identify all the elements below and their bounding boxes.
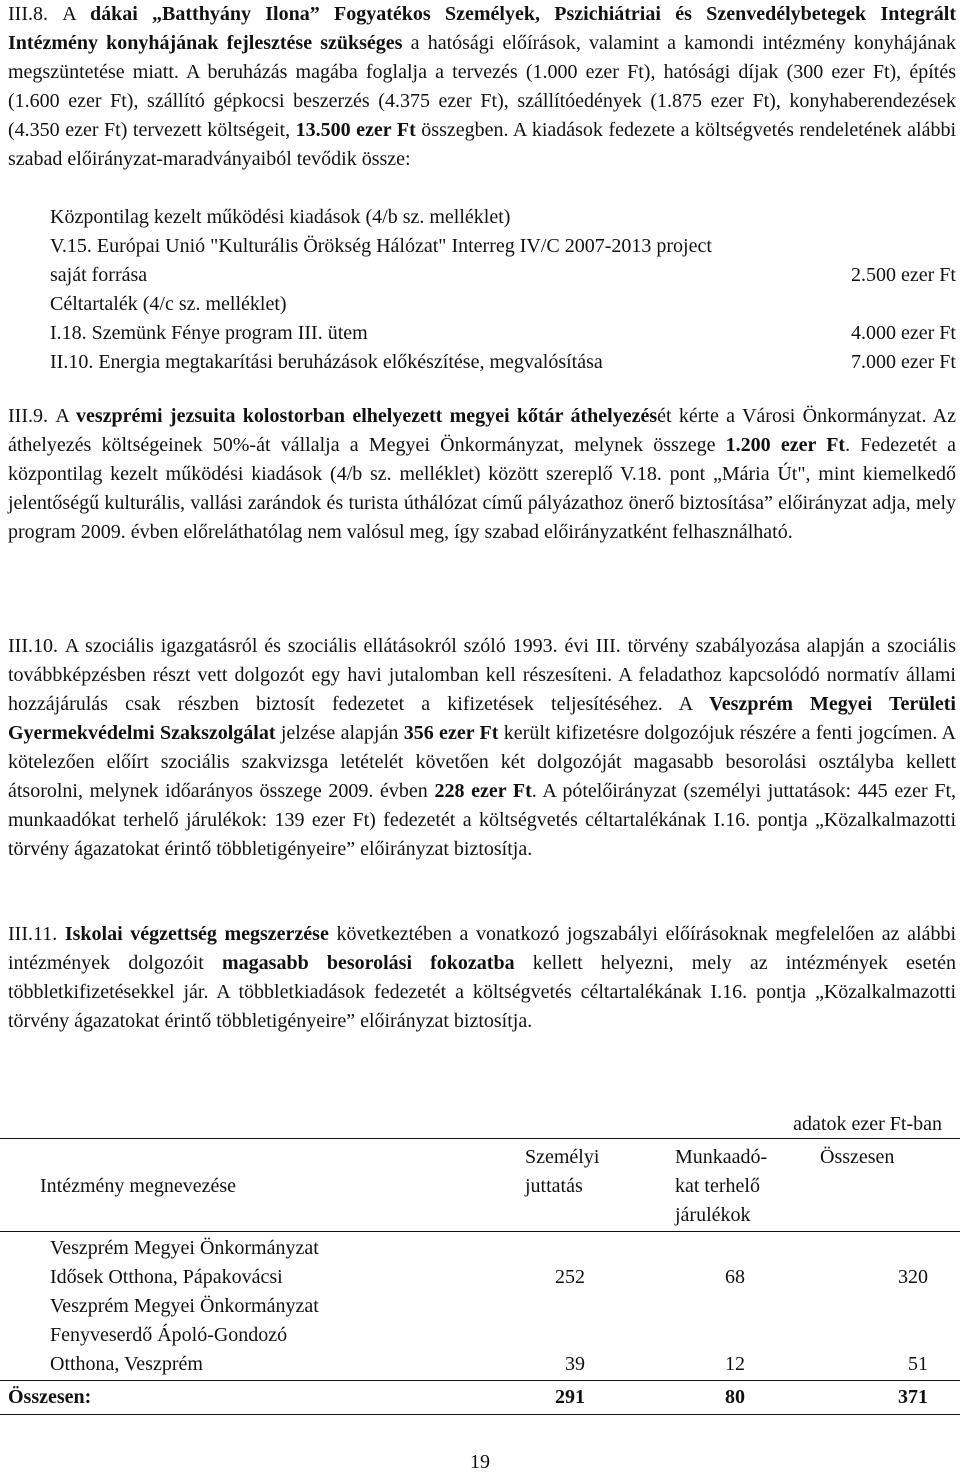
header-employer-1: Munkaadó- xyxy=(675,1146,768,1168)
header-name: Intézmény megnevezése xyxy=(40,1175,237,1197)
section-number: III.9. xyxy=(8,405,48,427)
section-III-10: III.10. A szociális igazgatásról és szociális ellátásokról szóló 1993. évi III. törvény szabályozása alapján a szociális továbbképzésben részt vett dolgozót egy havi jutalomban kell részesíteni. A feladathoz kapcsolódó normatív állami hozzájárulás csak részben biztosít fedezetet a kifizetések teljesítéséhez. A Veszprém Megyei Területi Gyermekvédelmi Szakszolgálat jelzése alapján 356 ezer Ft került kifizetésre dolgozójuk részére a fenti jogcímen. A kötelezően előírt szociális szakvizsga letételét követően két dolgozóját magasabb besorolási osztályba kellett átsorolni, melynek időarányos összege 2009. évben 228 ezer Ft. A pótelőirányzat (személyi juttatások: 445 ezer Ft, munkaadókat terhelő járulékok: 139 ezer Ft) fedezetét a költségvetés céltartalékának I.16. pontja „Közalkalmazotti törvény ágazatokat érintő többletigényeire” előirányzat biztosítja. xyxy=(8,635,957,860)
section-number: III.10. xyxy=(8,635,58,657)
funding-line-eu: V.15. Európai Unió "Kulturális Örökség Hálózat" Interreg IV/C 2007-2013 project xyxy=(50,235,712,257)
table-row-1-name-line-2: Idősek Otthona, Pápakovácsi xyxy=(50,1266,283,1288)
table-unit-note: adatok ezer Ft-ban xyxy=(793,1113,942,1135)
section-III-8: III.8. A dákai „Batthyány Ilona” Fogyatékos Személyek, Pszichiátriai és Szenvedélybetegek Integrált Intézmény konyhájának fejlesztése szükséges a hatósági előírások, valamint a kamondi intézmény konyhájának megszüntetése miatt. A beruházás magába foglalja a tervezés (1.000 ezer Ft), hatósági díjak (300 ezer Ft), építés (1.600 ezer Ft), szállító gépkocsi beszerzés (4.375 ezer Ft), szállítóedények (1.875 ezer Ft), konyhaberendezések (4.350 ezer Ft) tervezett költségeit, 13.500 ezer Ft összegben. A kiadások fedezete a költségvetés rendeletének alábbi szabad előirányzat-maradványaiból tevődik össze: xyxy=(8,3,957,170)
table-bottom-rule xyxy=(0,1414,960,1415)
table-sum-total: 371 xyxy=(898,1386,928,1408)
table-header-rule xyxy=(0,1231,960,1232)
table-sum-rule xyxy=(0,1380,960,1381)
page-number: 19 xyxy=(470,1451,490,1473)
total-amount: 13.500 ezer Ft xyxy=(295,119,416,141)
funding-line-energy: II.10. Energia megtakarítási beruházások előkészítése, megvalósítása 7.000 ezer Ft xyxy=(50,348,956,377)
section-number: III.8. xyxy=(8,3,48,25)
table-row-1-name-line-1: Veszprém Megyei Önkormányzat xyxy=(50,1237,319,1259)
table-sum-label: Összesen: xyxy=(8,1386,92,1408)
table-row-1-total: 320 xyxy=(898,1266,928,1288)
table-sum-personal: 291 xyxy=(555,1386,585,1408)
table-row-2-total: 51 xyxy=(908,1353,928,1375)
section-III-11: III.11. Iskolai végzettség megszerzése következtében a vonatkozó jogszabályi előírásoknak megfelelően az alábbi intézmények dolgozóit magasabb besorolási fokozatba kellett helyezni, mely az intézmények esetén többletkifizetésekkel jár. A többletkiadások fedezetét a költségvetés céltartalékának I.16. pontja „Közalkalmazotti törvény ágazatokat érintő többletigényeire” előirányzat biztosítja. xyxy=(8,923,957,1032)
table-top-rule xyxy=(0,1138,960,1139)
funding-line-central: Központilag kezelt működési kiadások (4/b sz. melléklet) xyxy=(50,206,511,228)
table-row-2-name-line-3: Otthona, Veszprém xyxy=(50,1353,203,1375)
funding-line-program: I.18. Szemünk Fénye program III. ütem 4.000 ezer Ft xyxy=(50,319,956,348)
amount: 356 ezer Ft xyxy=(403,722,499,744)
table-row-2-name-line-2: Fenyveserdő Ápoló-Gondozó xyxy=(50,1324,288,1346)
section-III-9: III.9. A veszprémi jezsuita kolostorban elhelyezett megyei kőtár áthelyezését kérte a Városi Önkormányzat. Az áthelyezés költségeinek 50%-át vállalja a Megyei Önkormányzat, melynek összege 1.200 ezer Ft. Fedezetét a központilag kezelt működési kiadások (4/b sz. melléklet) között szereplő V.18. pont „Mária Út", mint kiemelkedő jelentőségű kulturális, vallási zarándok és turista úthálózat című pályázathoz önerő biztosítása” előirányzat adja, mely program 2009. évben előreláthatólag nem valósul meg, így szabad előirányzatként felhasználható. xyxy=(8,405,957,543)
header-personal-1: Személyi xyxy=(525,1146,600,1168)
amount: 1.200 ezer Ft xyxy=(725,434,846,456)
institution-name: dákai „Batthyány Ilona” Fogyatékos Személyek, Pszichiátriai és Szenvedélybetegek Integrált Intézmény konyhájának fejlesztése szükséges xyxy=(8,3,957,54)
funding-line-reserve: Céltartalék (4/c sz. melléklet) xyxy=(50,293,287,315)
table-sum-employer: 80 xyxy=(725,1386,745,1408)
amount: 4.000 ezer Ft xyxy=(851,322,956,344)
header-employer-2: kat terhelő xyxy=(675,1175,760,1197)
header-employer-3: járulékok xyxy=(675,1204,751,1226)
header-personal-2: juttatás xyxy=(525,1175,583,1197)
staff-cost-table xyxy=(0,1138,960,1423)
table-row-2-employer: 12 xyxy=(725,1353,745,1375)
amount: 7.000 ezer Ft xyxy=(851,351,956,373)
table-row-1-employer: 68 xyxy=(725,1266,745,1288)
table-row-2-name-line-1: Veszprém Megyei Önkormányzat xyxy=(50,1295,319,1317)
table-row-1-personal: 252 xyxy=(555,1266,585,1288)
amount: 2.500 ezer Ft xyxy=(851,264,956,286)
header-total: Összesen xyxy=(820,1146,895,1168)
funding-line-own-source: saját forrása 2.500 ezer Ft xyxy=(50,261,956,290)
table-row-2-personal: 39 xyxy=(565,1353,585,1375)
section-number: III.11. xyxy=(8,923,58,945)
amount: 228 ezer Ft xyxy=(434,780,532,802)
